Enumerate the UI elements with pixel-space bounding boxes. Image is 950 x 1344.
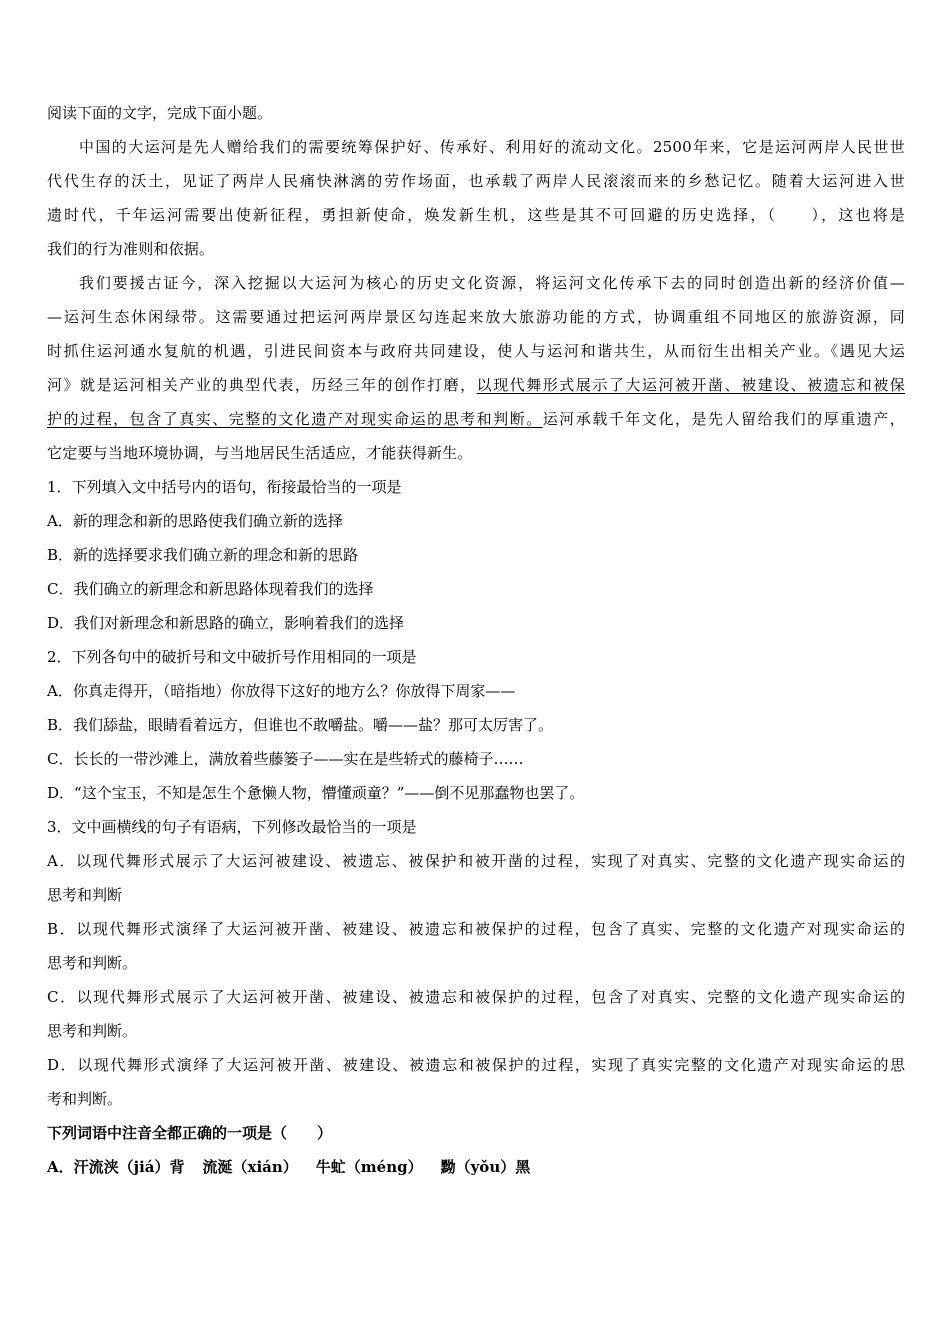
option-d: D．“这个宝玉，不知是怎生个惫懒人物，懵懂顽童？”——倒不见那蠢物也罢了。: [47, 784, 585, 802]
question-2: [47, 640, 905, 810]
reading-instruction: 阅读下面的文字，完成下面小题。: [47, 104, 273, 122]
option-d-continued: 考和判断。: [47, 1090, 123, 1108]
option-b-continued: 思考和判断。: [47, 954, 138, 972]
word-item: 流涎（xián）: [202, 1158, 298, 1176]
passage-text: 河》就是运河相关产业的典型代表，历经三年的创作打磨，: [47, 376, 477, 394]
passage-text: 运河承载千年文化，是先人留给我们的厚重遗产，: [542, 410, 905, 428]
passage-line: 中国的大运河是先人赠给我们的需要统筹保护好、传承好、利用好的流动文化。2500年来，它是运河两岸人民世世: [79, 138, 905, 156]
option-label: A．: [47, 1158, 74, 1176]
question-stem: 下列词语中注音全都正确的一项是（ ）: [47, 1124, 333, 1142]
question-4: [47, 1116, 905, 1184]
option-d: D．我们对新理念和新思路的确立，影响着我们的选择: [47, 614, 405, 632]
option-a: A．以现代舞形式展示了大运河被建设、被遗忘、被保护和被开凿的过程，实现了对真实、完整的文化遗产现实命运的: [47, 852, 905, 870]
passage-line: 我们要援古证今，深入挖掘以大运河为核心的历史文化资源，将运河文化传承下去的同时创造出新的经济价值—: [79, 274, 905, 292]
passage-line: 代代生存的沃土，见证了两岸人民痛快淋漓的劳作场面，也承载了两岸人民滚滚而来的乡愁记忆。随着大运河进入世: [47, 172, 905, 190]
option-a: A．你真走得开，（暗指地）你放得下这好的地方么？你放得下周家——: [47, 682, 516, 700]
passage-line: —运河生态休闲绿带。这需要通过把运河两岸景区勾连起来放大旅游功能的方式，协调重组不同地区的旅游资源，同: [47, 308, 905, 326]
question-stem: 1．下列填入文中括号内的语句，衔接最恰当的一项是: [47, 478, 402, 496]
word-item: 牛虻（méng）: [315, 1158, 423, 1176]
option-c: C．以现代舞形式展示了大运河被开凿、被建设、被遗忘和被保护的过程，包含了对真实、完整的文化遗产现实命运的: [47, 988, 905, 1006]
passage-line: 时抓住运河通水复航的机遇，引进民间资本与政府共同建设，使人与运河和谐共生，从而衍生出相关产业。《遇见大运: [47, 342, 905, 360]
passage-line: 遗时代，千年运河需要出使新征程，勇担新使命，焕发新生机，这些是其不可回避的历史选择，（ ），这也将是: [47, 206, 905, 224]
option-b: B．以现代舞形式演绎了大运河被开凿、被建设、被遗忘和被保护的过程，包含了真实、完整的文化遗产对现实命运的: [47, 920, 905, 938]
underlined-sentence: 护的过程，包含了真实、完整的文化遗产对现实命运的思考和判断。: [47, 410, 543, 428]
option-a: A．新的理念和新的思路使我们确立新的选择: [47, 512, 343, 530]
question-1: [47, 470, 905, 640]
document-page: [47, 96, 905, 1184]
passage-line: [47, 368, 905, 402]
passage-paragraph-2: [47, 266, 905, 470]
option-c: C．长长的一带沙滩上，满放着些藤篓子——实在是些轿式的藤椅子……: [47, 750, 524, 768]
underlined-sentence: 以现代舞形式展示了大运河被开凿、被建设、被遗忘和被保: [476, 376, 905, 394]
passage-paragraph-1: [47, 130, 905, 266]
option-c-continued: 思考和判断。: [47, 1022, 138, 1040]
word-item: 黝（yǒu）黑: [440, 1158, 531, 1176]
option-b: B．我们舔盐，眼睛看着远方，但谁也不敢嚼盐。嚼——盐？那可太厉害了。: [47, 716, 554, 734]
question-stem: 2．下列各句中的破折号和文中破折号作用相同的一项是: [47, 648, 417, 666]
passage-line: 它定要与当地环境协调，与当地居民生活适应，才能获得新生。: [47, 444, 473, 462]
passage-line: [47, 402, 905, 436]
question-stem: 3．文中画横线的句子有语病，下列修改最恰当的一项是: [47, 818, 417, 836]
option-d: D．以现代舞形式演绎了大运河被开凿、被建设、被遗忘和被保护的过程，实现了真实完整的文化遗产对现实命运的思: [47, 1056, 905, 1074]
passage-line: 我们的行为准则和依据。: [47, 240, 215, 258]
option-c: C．我们确立的新理念和新思路体现着我们的选择: [47, 580, 374, 598]
option-a-continued: 思考和判断: [47, 886, 123, 904]
option-b: B．新的选择要求我们确立新的理念和新的思路: [47, 546, 359, 564]
option-a: [47, 1150, 905, 1184]
question-3: [47, 810, 905, 1116]
word-item: 汗流浃（jiá）背: [73, 1158, 185, 1176]
